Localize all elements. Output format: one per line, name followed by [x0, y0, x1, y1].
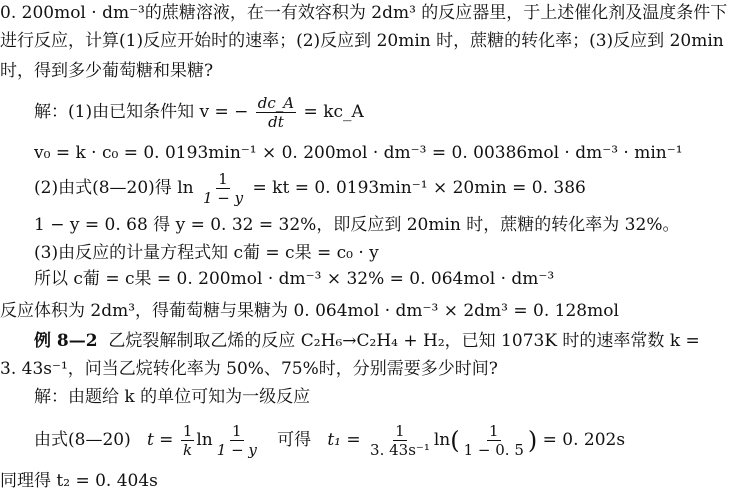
initial-rate-line: v₀ = k · c₀ = 0. 0193min⁻¹ × 0. 200mol · dm⁻³ = 0. 00386mol · dm⁻³ · min⁻¹: [34, 143, 683, 163]
ln-suffix: = kt = 0. 0193min⁻¹ × 20min = 0. 386: [252, 178, 586, 198]
right-paren: ): [527, 426, 538, 455]
rate-eq-prefix: 解：(1)由已知条件知 v = −: [34, 102, 249, 122]
fraction-numerator: dc_A: [257, 94, 295, 112]
fraction-1-over-1-minus-y: [201, 170, 245, 207]
amount-result-line: 反应体积为 2dm³，得葡萄糖与果糖为 0. 064mol · dm⁻³ × 2dm³ = 0. 128mol: [0, 301, 619, 321]
fraction-denominator: 3. 43s⁻¹: [370, 441, 430, 459]
fraction-denominator: k: [183, 441, 193, 459]
time-formula-line: [34, 418, 625, 463]
fraction-1-over-k: [181, 422, 195, 459]
formula-result: = 0. 202s: [542, 430, 626, 450]
fraction-denominator: 1 − y: [216, 441, 257, 459]
fraction-1-over-rate-constant: [368, 422, 432, 459]
fraction-denominator: dt: [268, 113, 284, 131]
conversion-ln-line: [34, 168, 586, 208]
formula-t1: t₁ =: [327, 430, 361, 450]
example-line-1: [34, 330, 700, 352]
problem-line-1: 0. 200mol · dm⁻³的蔗糖溶液，在一有效容积为 2dm³ 的反应器里，于上述催化剂及温度条件下: [0, 3, 728, 23]
example-label: 例 8—2: [34, 331, 98, 351]
fraction-dcA-dt: [256, 94, 296, 131]
fraction-1-over-1-minus-y: [215, 422, 259, 459]
formula-ln2: ln: [433, 430, 451, 450]
example-text: 乙烷裂解制取乙烯的反应 C₂H₆→C₂H₄ + H₂，已知 1073K 时的速率常数 k =: [108, 331, 700, 351]
problem-line-3: 时，得到多少葡萄糖和果糖?: [0, 61, 214, 81]
fraction-numerator: 1: [488, 422, 499, 440]
formula-ln: ln: [196, 430, 213, 450]
fraction-numerator: 1: [218, 170, 228, 188]
left-paren: (: [450, 426, 460, 455]
rate-eq-suffix: = kc_A: [303, 102, 364, 122]
ln-prefix: (2)由式(8—20)得 ln: [34, 178, 194, 198]
formula-prefix: 由式(8—20): [34, 430, 131, 450]
formula-t: t =: [146, 430, 174, 450]
fraction-numerator: 1: [395, 422, 405, 440]
fraction-numerator: 1: [182, 422, 193, 440]
problem-line-2: 进行反应，计算(1)反应开始时的速率；(2)反应到 20min 时，蔗糖的转化率；(3)反应到 20min: [0, 31, 724, 51]
fraction-numerator: 1: [232, 422, 242, 440]
fraction-1-over-1-minus-half: [462, 422, 526, 459]
solution-rate-equation: [34, 92, 364, 132]
fraction-denominator: 1 − 0. 5: [463, 441, 524, 459]
solution2-t2-line: 同理得 t₂ = 0. 404s: [0, 471, 158, 491]
stoichiometry-line: (3)由反应的计量方程式知 c葡 = c果 = c₀ · y: [34, 243, 379, 263]
example-line-2: 3. 43s⁻¹，问当乙烷转化率为 50%、75%时，分别需要多少时间?: [0, 359, 498, 379]
solution2-line-1: 解：由题给 k 的单位可知为一级反应: [34, 387, 311, 407]
conversion-result-line: 1 − y = 0. 68 得 y = 0. 32 = 32%，即反应到 20min 时，蔗糖的转化率为 32%。: [34, 215, 680, 235]
formula-then: 可得: [277, 430, 312, 450]
concentration-line: 所以 c葡 = c果 = 0. 200mol · dm⁻³ × 32% = 0. 064mol · dm⁻³: [34, 269, 555, 289]
fraction-denominator: 1 − y: [203, 189, 244, 207]
